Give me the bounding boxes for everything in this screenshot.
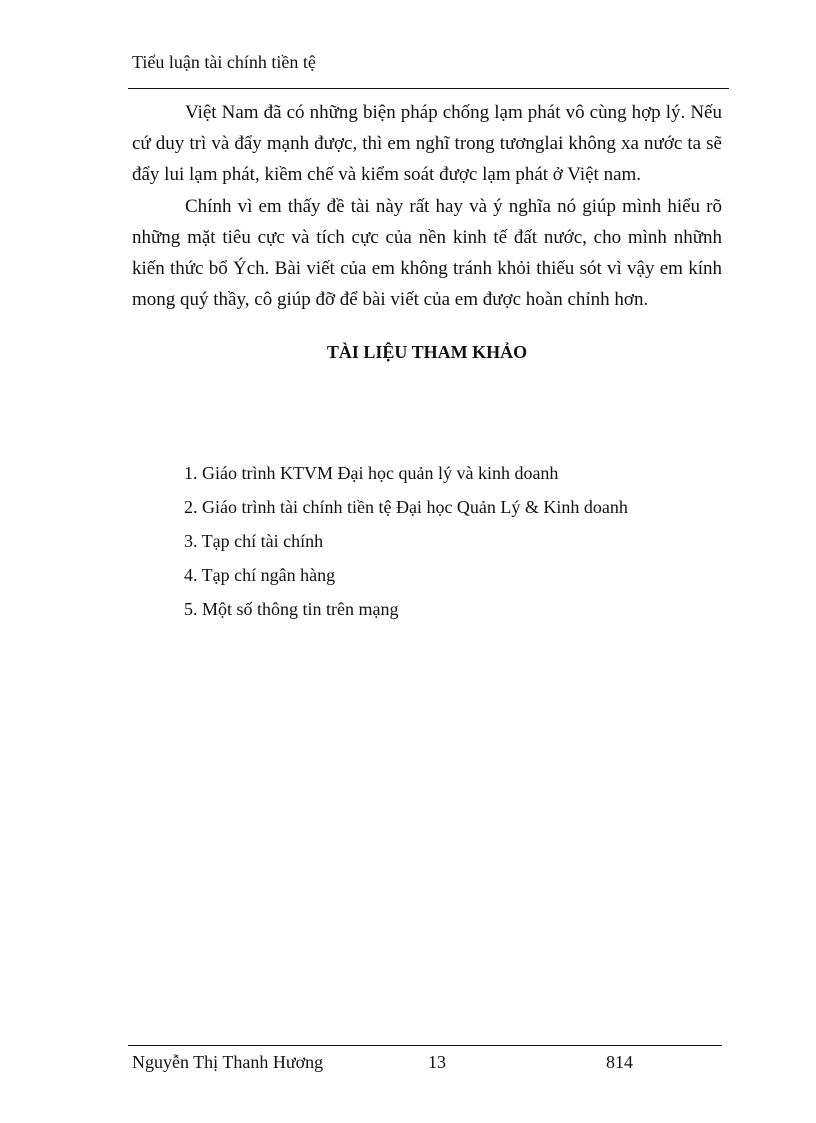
footer-code: 814 [606, 1052, 633, 1072]
footer-divider [128, 1045, 722, 1046]
reference-item: 4. Tạp chí ngân hàng [184, 565, 336, 585]
body-paragraph: Việt Nam đã có những biện pháp chống lạm phát vô cùng hợp lý. Nếu cứ duy trì và đẩy mạnh được, thì em nghĩ trong tươnglai không xa nước ta sẽ đẩy lui lạm phát, kiềm chế và kiểm soát được lạm phát ở Việt nam. [132, 102, 722, 186]
footer-page-number: 13 [428, 1052, 446, 1072]
references-heading: TÀI LIỆU THAM KHẢO [326, 342, 528, 362]
reference-item: 1. Giáo trình KTVM Đại học quản lý và kinh doanh [184, 463, 559, 483]
reference-item: 3. Tạp chí tài chính [184, 531, 324, 551]
running-header-title: Tiểu luận tài chính tiền tệ [132, 52, 316, 72]
reference-item: 5. Một số thông tin trên mạng [184, 599, 399, 619]
body-text [132, 97, 722, 315]
header-divider [128, 88, 729, 89]
footer-author: Nguyễn Thị Thanh Hương [132, 1052, 324, 1072]
reference-item: 2. Giáo trình tài chính tiền tệ Đại học Quản Lý & Kinh doanh [184, 497, 628, 517]
body-paragraph: Chính vì em thấy đề tài này rất hay và ý nghĩa nó giúp mình hiểu rõ những mặt tiêu cực và tích cực của nền kinh tế đất nước, cho mình nhữnh kiến thức bổ Ých. Bài viết của em không tránh khỏi thiếu sót vì vậy em kính mong quý thầy, cô giúp đỡ để bài viết của em được hoàn chỉnh hơn. [132, 195, 722, 311]
references-list [184, 456, 628, 626]
